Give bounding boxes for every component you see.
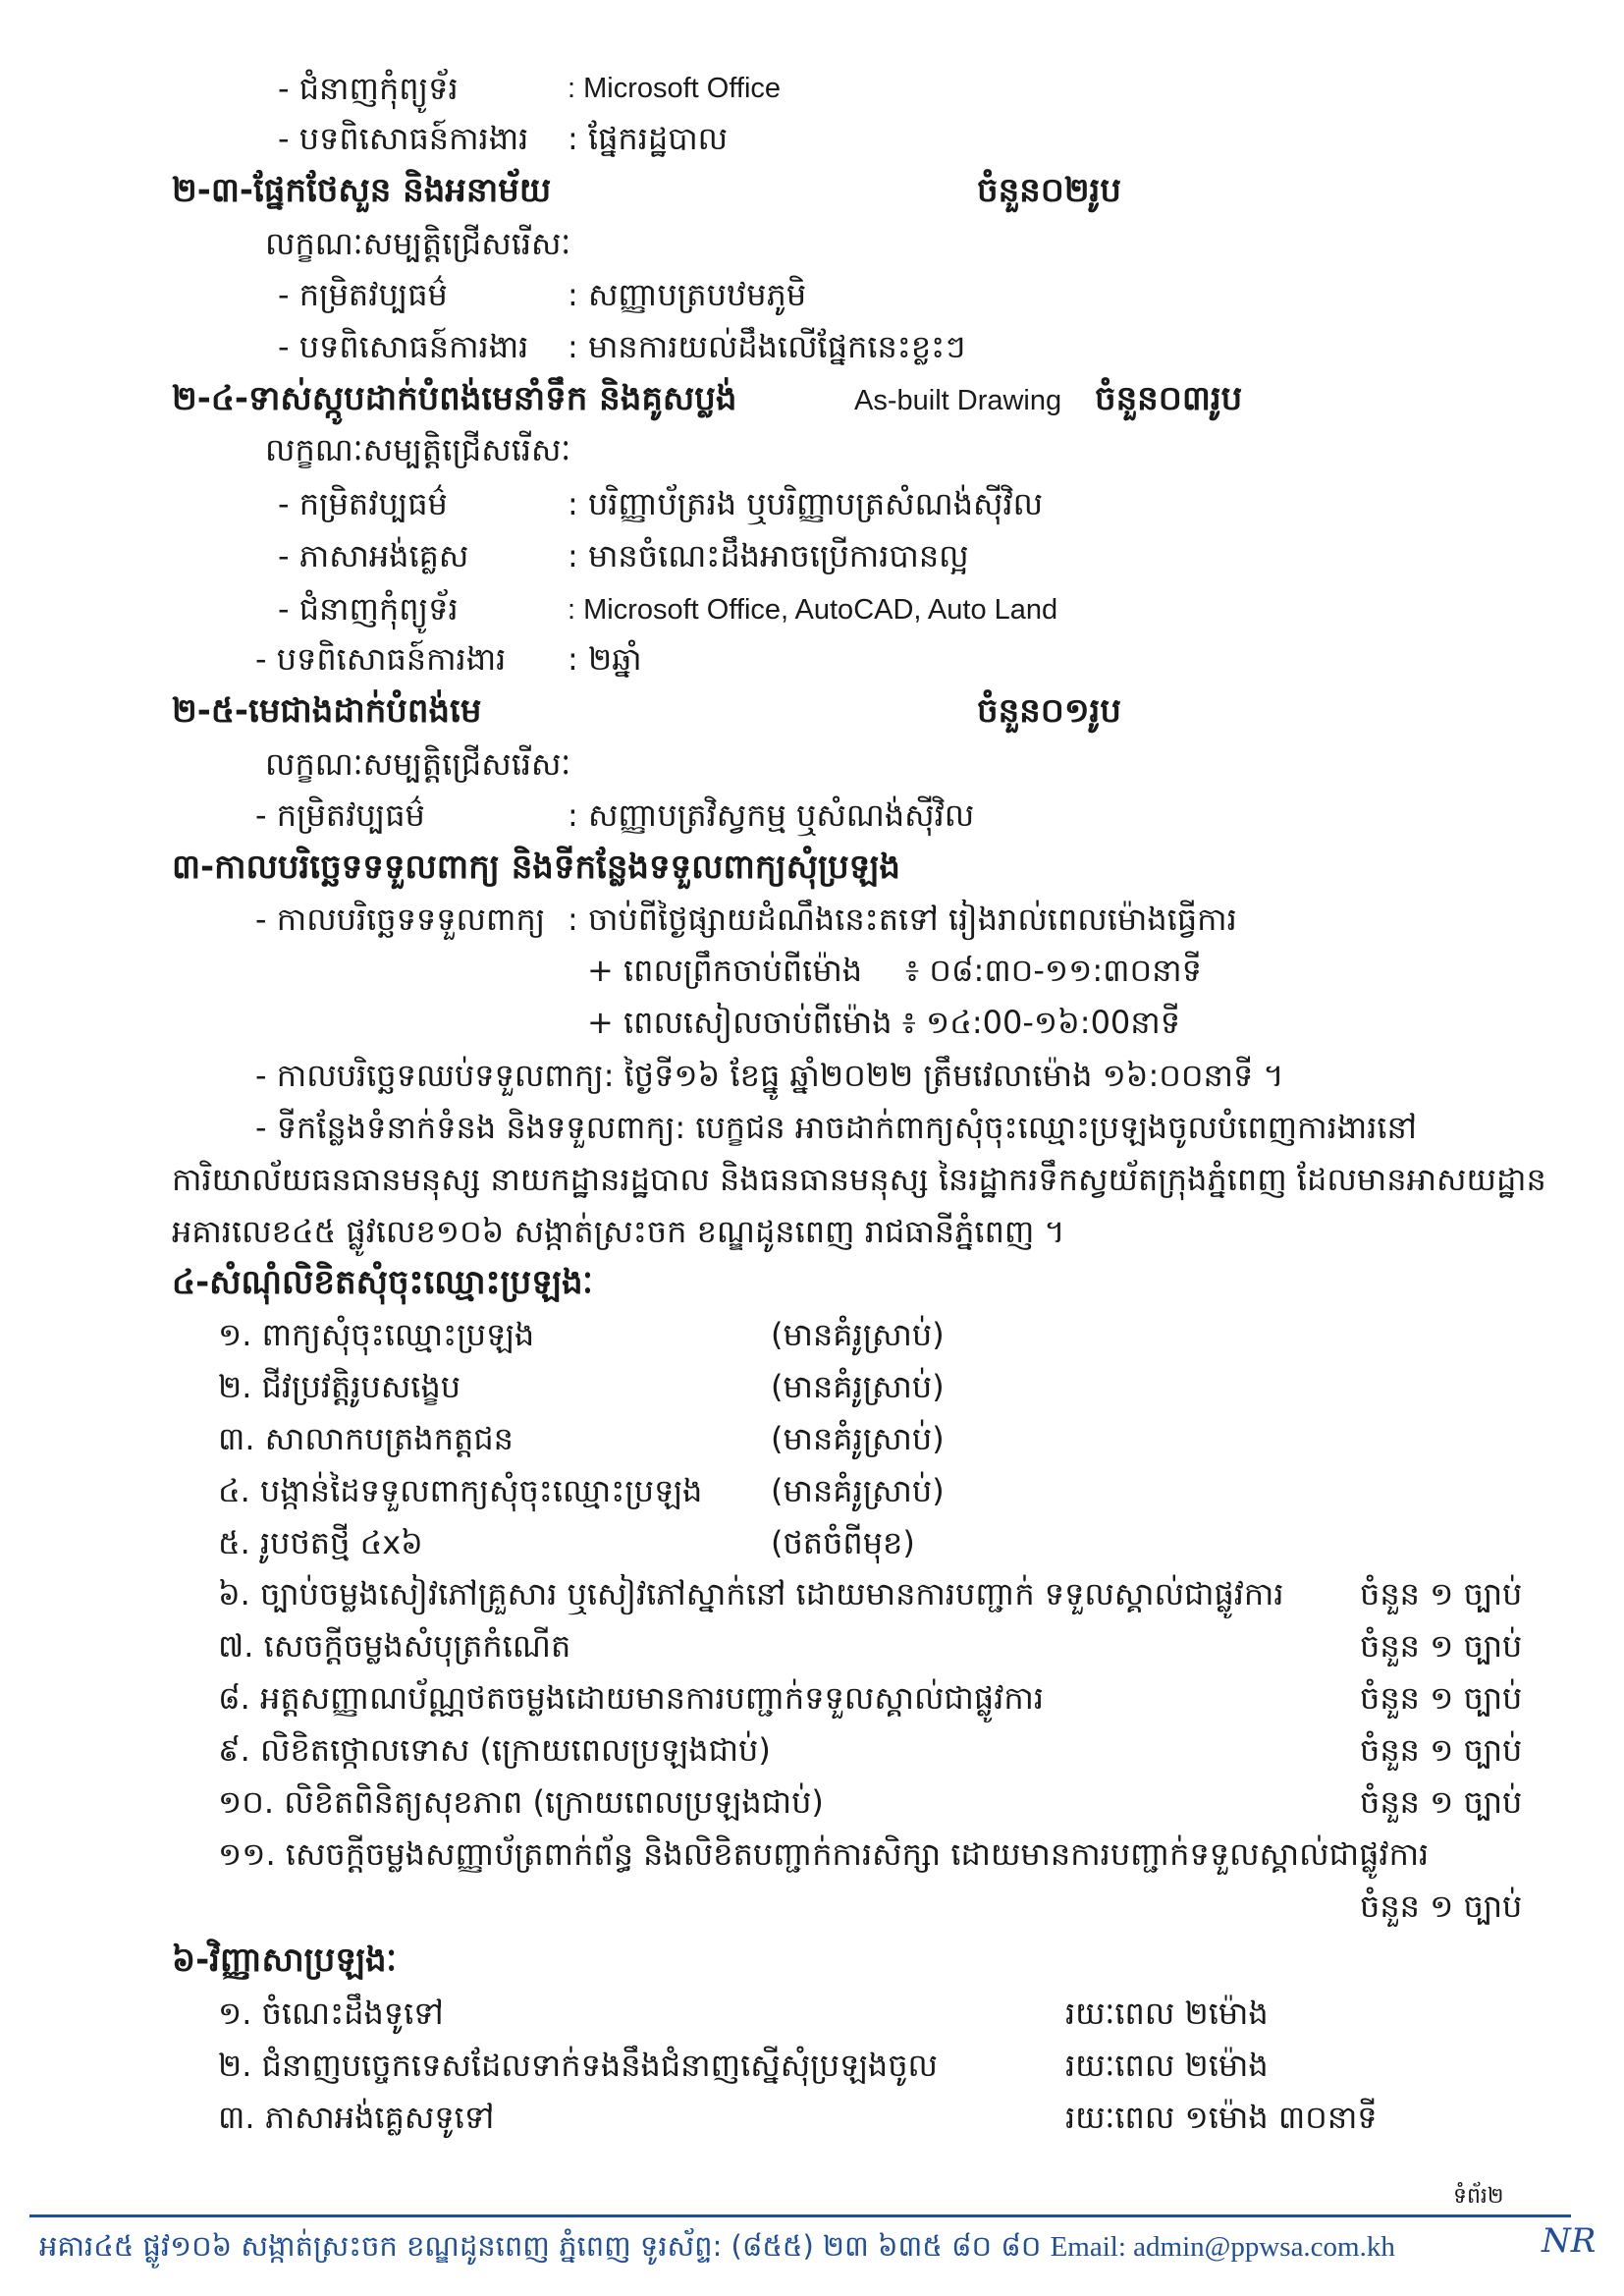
section-heading: ចំនួន០១រូប — [977, 691, 1121, 731]
text-line: ៣. សាលាកបត្រងកត្តជន — [218, 1420, 514, 1457]
section-heading: ២-៥-មេជាងដាក់បំពង់មេ — [172, 691, 482, 731]
text-line: - កាលបរិច្ឆេទទទួលពាក្យ — [255, 901, 546, 938]
text-line: : Microsoft Office, AutoCAD, Auto Land — [568, 594, 1058, 626]
text-line: (មានគំរូស្រាប់) — [771, 1316, 945, 1353]
text-line: រយៈពេល ២ម៉ោង — [1065, 1995, 1269, 2032]
text-line: - កម្រិតវប្បធម៌ — [278, 485, 448, 522]
text-line: អគារលេខ៤៥ ផ្លូវលេខ១០៦ សង្កាត់ស្រះចក ខណ្ឌដូនពេញ រាជធានីភ្នំពេញ ។ — [172, 1213, 1065, 1250]
text-line: ៤. បង្កាន់ដៃទទួលពាក្យសុំចុះឈ្មោះប្រឡង — [218, 1472, 703, 1509]
section-heading: ៣-កាលបរិច្ឆេទទទួលពាក្យ និងទីកន្លែងទទួលពាក្យសុំប្រឡង — [172, 847, 900, 887]
text-line: លក្ខណៈសម្បត្តិជ្រើសរើសៈ — [265, 225, 571, 262]
section-heading: ចំនួន០២រូប — [977, 171, 1121, 210]
text-line: ៣. ភាសាអង់គ្លេសទូទៅ — [218, 2099, 495, 2136]
text-line: - ភាសាអង់គ្លេស — [278, 537, 469, 574]
text-line: ២. ជីវប្រវត្តិរូបសង្ខេប — [218, 1368, 461, 1405]
text-line: ១. ពាក្យសុំចុះឈ្មោះប្រឡង — [218, 1316, 535, 1353]
text-line: : សញ្ញាបត្រវិស្វកម្ម ឬសំណង់ស៊ីវិល — [568, 796, 975, 834]
text-line: (មានគំរូស្រាប់) — [771, 1472, 945, 1509]
text-line: : ២ឆ្នាំ — [568, 640, 642, 678]
text-line: ចំនួន ១ ច្បាប់ — [1360, 1679, 1523, 1717]
text-line: : មានចំណេះដឹងអាចប្រើការបានល្អ — [568, 537, 969, 574]
text-line: : ចាប់ពីថ្ងៃផ្សាយដំណឹងនេះតទៅ រៀងរាល់ពេលម៉ោងធ្វើការ — [568, 901, 1237, 938]
text-line: - ជំនាញកុំព្យូទ័រ — [278, 590, 459, 628]
section-heading: ២-៣-ផ្នែកថែសួន និងអនាម័យ — [172, 171, 552, 210]
text-line: ៖ ០៨:៣០-១១:៣០នាទី — [905, 952, 1202, 989]
text-line: លក្ខណៈសម្បត្តិជ្រើសរើសៈ — [265, 745, 571, 783]
text-line: ចំនួន ១ ច្បាប់ — [1360, 1887, 1523, 1925]
text-line: - កាលបរិច្ឆេទឈប់ទទួលពាក្យ: ថ្ងៃទី១៦ ខែធ្នូ ឆ្នាំ២០២២ ត្រឹមវេលាម៉ោង ១៦:០០នាទី ។ — [255, 1057, 1284, 1094]
text-line: - ទីកន្លែងទំនាក់ទំនង និងទទួលពាក្យ: បេក្ខជន អាចដាក់ពាក្យសុំចុះឈ្មោះប្រឡងចូលបំពេញការងារនៅ — [255, 1109, 1418, 1146]
text-line: : ផ្នែករដ្ឋបាល — [568, 120, 729, 157]
text-line: : មានការយល់ដឹងលើផ្នែកនេះខ្លះៗ — [568, 328, 966, 365]
initials-signature: NR — [1542, 2221, 1597, 2261]
text-line: ចំនួន ១ ច្បាប់ — [1360, 1731, 1523, 1769]
text-line: ៦. ច្បាប់ចម្លងសៀវភៅគ្រួសារ ឬសៀវភៅស្នាក់នៅ ដោយមានការបញ្ជាក់ ទទួលស្គាល់ជាផ្លូវការ — [218, 1575, 1284, 1613]
footer-address-text: អគារ៤៥ ផ្លូវ១០៦ សង្កាត់ស្រះចក ខណ្ឌដូនពេញ ភ្នំពេញ ទូរស័ព្ទ: (៨៥៥) ២៣ ៦៣៥ ៨០ ៨០ — [39, 2229, 1042, 2263]
footer-address — [39, 2229, 1395, 2270]
text-line: រយៈពេល ២ម៉ោង — [1065, 2047, 1269, 2084]
text-line: ៥. រូបថតថ្មី ៤x៦ — [218, 1524, 423, 1561]
text-line: ៨. អត្តសញ្ញាណប័ណ្ណថតចម្លងដោយមានការបញ្ជាក់ទទួលស្គាល់ជាផ្លូវការ — [218, 1679, 1044, 1717]
text-line: ២. ជំនាញបច្ចេកទេសដែលទាក់ទងនឹងជំនាញស្នើសុំប្រឡងចូល — [218, 2047, 938, 2084]
page-number: ទំព័រ២ — [1453, 2184, 1504, 2209]
text-line: - កម្រិតវប្បធម៌ — [255, 796, 425, 834]
text-line: ៧. សេចក្តីចម្លងសំបុត្រកំណើត — [218, 1627, 571, 1665]
section-heading: ៤-សំណុំលិខិតសុំចុះឈ្មោះប្រឡងៈ — [172, 1263, 593, 1302]
text-line: ១១. សេចក្តីចម្លងសញ្ញាប័ត្រពាក់ព័ន្ធ និងលិខិតបញ្ជាក់ការសិក្សា ដោយមានការបញ្ជាក់ទទួលស្គាល់ជាផ្លូវការ — [218, 1835, 1430, 1873]
text-line: លក្ខណៈសម្បត្តិជ្រើសរើសៈ — [265, 431, 571, 468]
text-line: As-built Drawing — [854, 385, 1062, 416]
text-line: (ថតចំពីមុខ) — [771, 1524, 915, 1561]
text-line: រយៈពេល ១ម៉ោង ៣០នាទី — [1065, 2099, 1378, 2136]
text-line: : Microsoft Office — [568, 73, 782, 104]
text-line: (មានគំរូស្រាប់) — [771, 1368, 945, 1405]
footer-email: Email: admin@ppwsa.com.kh — [1050, 2231, 1395, 2263]
text-line: + ពេលព្រឹកចាប់ពីម៉ោង — [587, 952, 863, 989]
text-line: (មានគំរូស្រាប់) — [771, 1420, 945, 1457]
text-line: ការិយាល័យធនធានមនុស្ស នាយកដ្ឋានរដ្ឋបាល និងធនធានមនុស្ស នៃរដ្ឋាករទឹកស្វយ័តក្រុងភ្នំពេញ ដែលមានអាសយដ្ឋាន — [172, 1161, 1546, 1198]
text-line: ចំនួន ១ ច្បាប់ — [1360, 1783, 1523, 1821]
text-line: - បទពិសោធន៍ការងារ — [278, 328, 529, 365]
section-heading: ២-៤-ទាស់ស្កូបដាក់បំពង់មេនាំទឹក និងគូសប្លង់ — [172, 379, 737, 418]
text-line: : សញ្ញាបត្របឋមភូមិ — [568, 276, 807, 313]
text-line: ១០. លិខិតពិនិត្យសុខភាព (ក្រោយពេលប្រឡងជាប់) — [218, 1783, 824, 1821]
text-line: ៩. លិខិតថ្កោលទោស (ក្រោយពេលប្រឡងជាប់) — [218, 1731, 771, 1769]
text-line: - បទពិសោធន៍ការងារ — [278, 120, 529, 157]
text-line: + ពេលសៀលចាប់ពីម៉ោង ៖ ១៤:00-១៦:00នាទី — [587, 1004, 1181, 1041]
text-line: ១. ចំណេះដឹងទូទៅ — [218, 1995, 444, 2032]
text-line: : បរិញ្ញាប័ត្ររង ឬបរិញ្ញាបត្រសំណង់ស៊ីវិល — [568, 485, 1044, 522]
text-line: ចំនួន ១ ច្បាប់ — [1360, 1575, 1523, 1613]
text-line: - កម្រិតវប្បធម៌ — [278, 276, 448, 313]
section-heading: ចំនួន០៣រូប — [1095, 379, 1243, 418]
text-line: - ជំនាញកុំព្យូទ័រ — [278, 70, 459, 107]
section-heading: ៦-វិញ្ញាសាប្រឡងៈ — [172, 1941, 398, 1980]
text-line: ចំនួន ១ ច្បាប់ — [1360, 1627, 1523, 1665]
text-line: - បទពិសោធន៍ការងារ — [255, 640, 507, 678]
footer-rule — [29, 2214, 1571, 2217]
